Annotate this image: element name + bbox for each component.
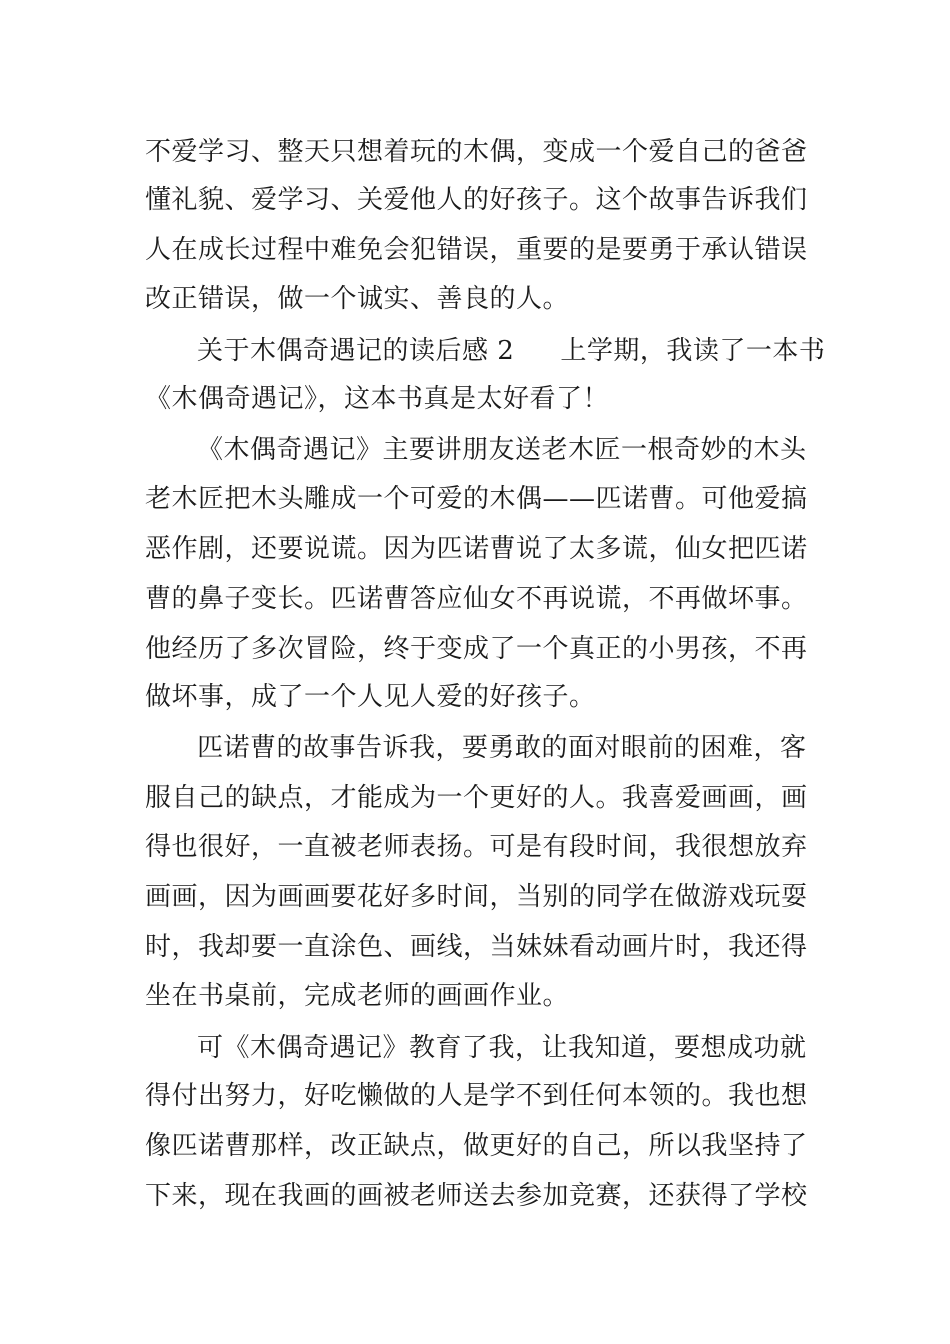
text-line: 得付出努力，好吃懒做的人是学不到任何本领的。我也想 xyxy=(145,1081,808,1111)
text-line: 他经历了多次冒险，终于变成了一个真正的小男孩，不再 xyxy=(145,634,808,664)
text-run: 上学期，我读了一本书 xyxy=(560,336,826,366)
text-line: 恶作剧，还要说谎。因为匹诺曹说了太多谎，仙女把匹诺 xyxy=(145,534,808,564)
text-line: 画画，因为画画要花好多时间，当别的同学在做游戏玩耍 xyxy=(145,882,808,912)
text-line: 坐在书桌前，完成老师的画画作业。 xyxy=(145,981,570,1011)
text-line: 像匹诺曹那样，改正缺点，做更好的自己，所以我坚持了 xyxy=(145,1131,808,1161)
text-line: 下来，现在我画的画被老师送去参加竞赛，还获得了学校 xyxy=(145,1181,808,1211)
text-line: 《木偶奇遇记》主要讲朋友送老木匠一根奇妙的木头 xyxy=(197,435,807,465)
text-line: 可《木偶奇遇记》教育了我，让我知道，要想成功就 xyxy=(197,1033,807,1063)
text-line: 做坏事，成了一个人见人爱的好孩子。 xyxy=(145,682,596,712)
text-line: 匹诺曹的故事告诉我，要勇敢的面对眼前的困难，客 xyxy=(197,733,807,763)
text-line: 时，我却要一直涂色、画线，当妹妹看动画片时，我还得 xyxy=(145,932,808,962)
text-line: 不爱学习、整天只想着玩的木偶，变成一个爱自己的爸爸 xyxy=(145,137,808,167)
section-heading-line xyxy=(197,334,825,368)
text-line: 得也很好，一直被老师表扬。可是有段时间，我很想放弃 xyxy=(145,832,808,862)
text-line: 《木偶奇遇记》，这本书真是太好看了！ xyxy=(145,384,610,414)
text-line: 改正错误，做一个诚实、善良的人。 xyxy=(145,284,570,314)
text-line: 懂礼貌、爱学习、关爱他人的好孩子。这个故事告诉我们 xyxy=(145,185,808,215)
section-heading: 关于木偶奇遇记的读后感 2 xyxy=(197,336,515,366)
text-line: 服自己的缺点，才能成为一个更好的人。我喜爱画画，画 xyxy=(145,783,808,813)
text-line: 人在成长过程中难免会犯错误，重要的是要勇于承认错误 xyxy=(145,235,808,265)
text-line: 曹的鼻子变长。匹诺曹答应仙女不再说谎，不再做坏事。 xyxy=(145,584,808,614)
text-line: 老木匠把木头雕成一个可爱的木偶——匹诺曹。可他爱搞 xyxy=(145,484,808,514)
